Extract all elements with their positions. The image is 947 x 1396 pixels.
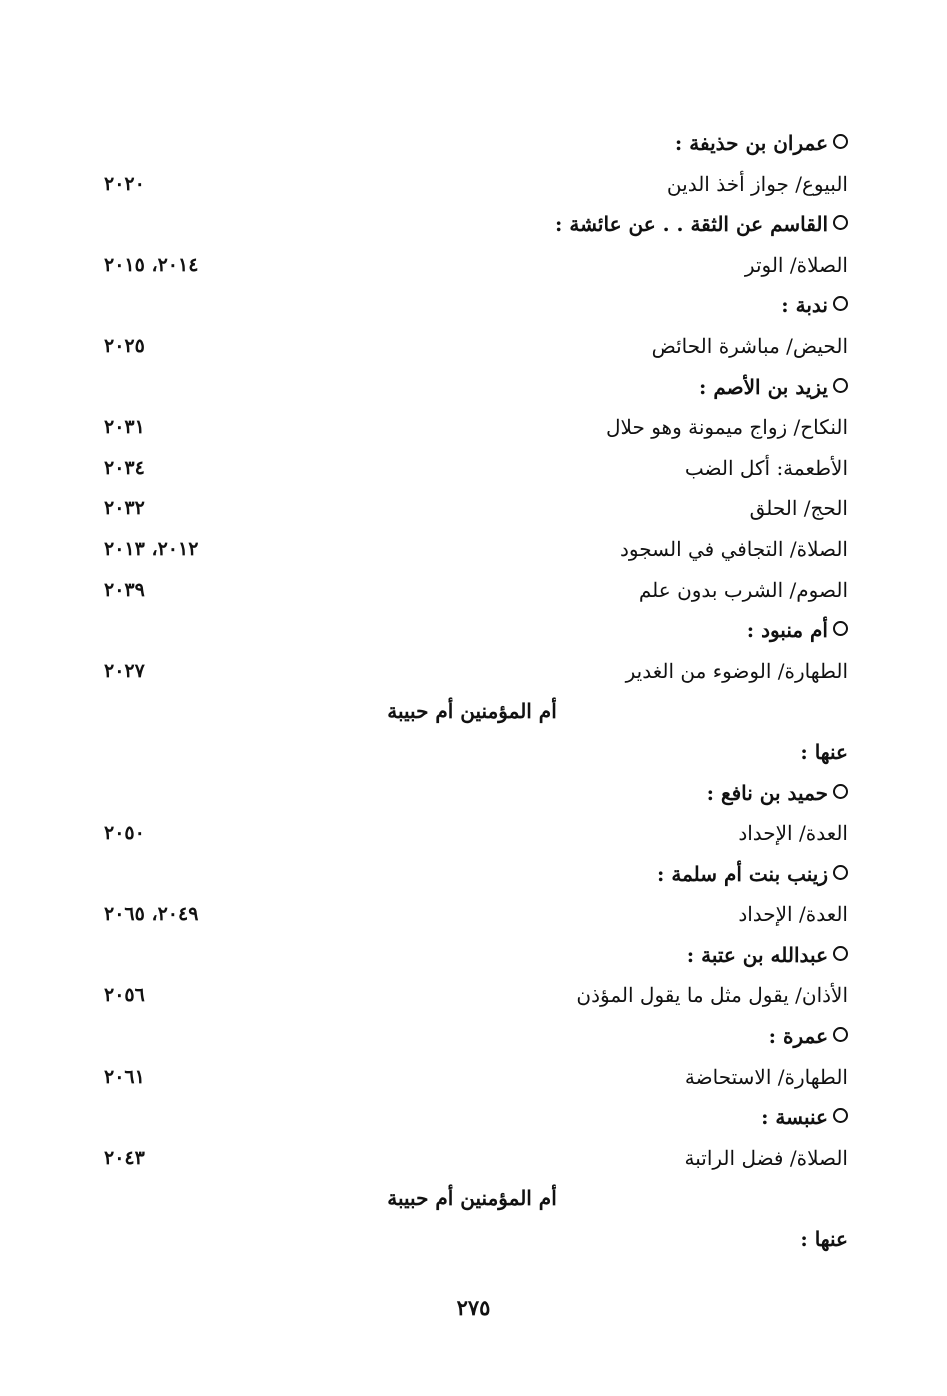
narrator-name: عبدالله بن عتبة : xyxy=(686,942,828,967)
hadith-numbers: ٢٠٣١ xyxy=(104,416,145,439)
circle-bullet-icon xyxy=(833,621,848,636)
narrator-name: زينب بنت أم سلمة : xyxy=(657,861,828,886)
section-label xyxy=(96,733,848,774)
narrator-line xyxy=(769,1021,848,1051)
entry-row xyxy=(96,530,848,571)
narrator-row xyxy=(96,855,848,896)
circle-bullet-icon xyxy=(833,1027,848,1042)
narrator-row xyxy=(96,1017,848,1058)
page-number: ٢٧٥ xyxy=(456,1295,491,1320)
hadith-numbers: ٢٠٢٧ xyxy=(104,659,145,682)
circle-bullet-icon xyxy=(833,946,848,961)
circle-bullet-icon xyxy=(833,296,848,311)
section-label xyxy=(96,1220,848,1261)
narrator-line xyxy=(781,290,848,320)
hadith-numbers: ٢٠٣٩ xyxy=(104,578,145,601)
narrator-row xyxy=(96,124,848,165)
hadith-numbers: ٢٠٤٣ xyxy=(104,1146,145,1169)
narrator-line xyxy=(555,209,848,239)
topic-text: الأذان/ يقول مثل ما يقول المؤذن xyxy=(576,983,848,1008)
narrator-line xyxy=(657,859,848,889)
narrator-name: يزيد بن الأصم : xyxy=(699,374,828,399)
label-text: عنها : xyxy=(800,1227,848,1252)
narrator-line xyxy=(761,1102,848,1132)
narrator-name: عمرة : xyxy=(768,1024,828,1049)
narrator-line xyxy=(675,128,848,158)
label-text: عنها : xyxy=(800,739,848,764)
entry-row xyxy=(96,489,848,530)
hadith-numbers: ٢٠٣٤ xyxy=(104,456,145,479)
entry-row xyxy=(96,165,848,206)
heading-text: أم المؤمنين أم حبيبة xyxy=(387,1186,557,1211)
topic-text: الصلاة/ التجافي في السجود xyxy=(619,536,848,561)
narrator-line xyxy=(747,615,848,645)
narrator-name: أم منبود : xyxy=(746,618,828,643)
index-list xyxy=(96,124,848,1261)
narrator-row xyxy=(96,774,848,815)
circle-bullet-icon xyxy=(833,378,848,393)
entry-row xyxy=(96,1139,848,1180)
entry-row xyxy=(96,408,848,449)
narrator-name: عنبسة : xyxy=(761,1105,828,1130)
narrator-row xyxy=(96,936,848,977)
narrator-row xyxy=(96,611,848,652)
topic-text: الحج/ الحلق xyxy=(749,496,848,521)
entry-row xyxy=(96,571,848,612)
topic-text: البيوع/ جواز أخذ الدين xyxy=(666,171,848,196)
narrator-name: ندبة : xyxy=(781,293,828,318)
topic-text: العدة/ الإحداد xyxy=(738,902,848,927)
entry-row xyxy=(96,449,848,490)
topic-text: الطهارة/ الاستحاضة xyxy=(684,1064,848,1089)
circle-bullet-icon xyxy=(833,215,848,230)
entry-row xyxy=(96,976,848,1017)
circle-bullet-icon xyxy=(833,134,848,149)
entry-row xyxy=(96,327,848,368)
hadith-numbers: ٢٠١٤، ٢٠١٥ xyxy=(104,253,199,276)
topic-text: الصلاة/ الوتر xyxy=(744,252,848,277)
circle-bullet-icon xyxy=(833,784,848,799)
topic-text: العدة/ الإحداد xyxy=(738,821,848,846)
topic-text: الصلاة/ فضل الراتبة xyxy=(684,1145,848,1170)
entry-row xyxy=(96,1058,848,1099)
narrator-row xyxy=(96,205,848,246)
topic-text: الأطعمة: أكل الضب xyxy=(684,455,848,480)
entry-row xyxy=(96,895,848,936)
circle-bullet-icon xyxy=(833,865,848,880)
hadith-numbers: ٢٠١٢، ٢٠١٣ xyxy=(104,537,199,560)
hadith-numbers: ٢٠٦١ xyxy=(104,1065,145,1088)
narrator-line xyxy=(707,778,848,808)
section-heading xyxy=(96,1179,848,1220)
hadith-numbers: ٢٠٥٠ xyxy=(104,822,145,845)
entry-row xyxy=(96,814,848,855)
entry-row xyxy=(96,246,848,287)
narrator-line xyxy=(687,940,848,970)
topic-text: الطهارة/ الوضوء من الغدير xyxy=(625,658,848,683)
narrator-row xyxy=(96,1098,848,1139)
narrator-row xyxy=(96,368,848,409)
section-heading xyxy=(96,692,848,733)
hadith-numbers: ٢٠٥٦ xyxy=(104,984,145,1007)
topic-text: الحيض/ مباشرة الحائض xyxy=(651,333,848,358)
narrator-name: القاسم عن الثقة . . عن عائشة : xyxy=(555,212,828,237)
hadith-numbers: ٢٠٢٠ xyxy=(104,172,145,195)
narrator-name: عمران بن حذيفة : xyxy=(674,131,828,155)
hadith-numbers: ٢٠٣٢ xyxy=(104,497,145,520)
narrator-row xyxy=(96,286,848,327)
entry-row xyxy=(96,652,848,693)
topic-text: الصوم/ الشرب بدون علم xyxy=(638,577,848,602)
topic-text: النكاح/ زواج ميمونة وهو حلال xyxy=(606,415,848,440)
narrator-name: حميد بن نافع : xyxy=(706,780,828,805)
heading-text: أم المؤمنين أم حبيبة xyxy=(387,699,557,724)
circle-bullet-icon xyxy=(833,1108,848,1123)
hadith-numbers: ٢٠٤٩، ٢٠٦٥ xyxy=(104,903,199,926)
hadith-numbers: ٢٠٢٥ xyxy=(104,334,145,357)
narrator-line xyxy=(699,372,848,402)
